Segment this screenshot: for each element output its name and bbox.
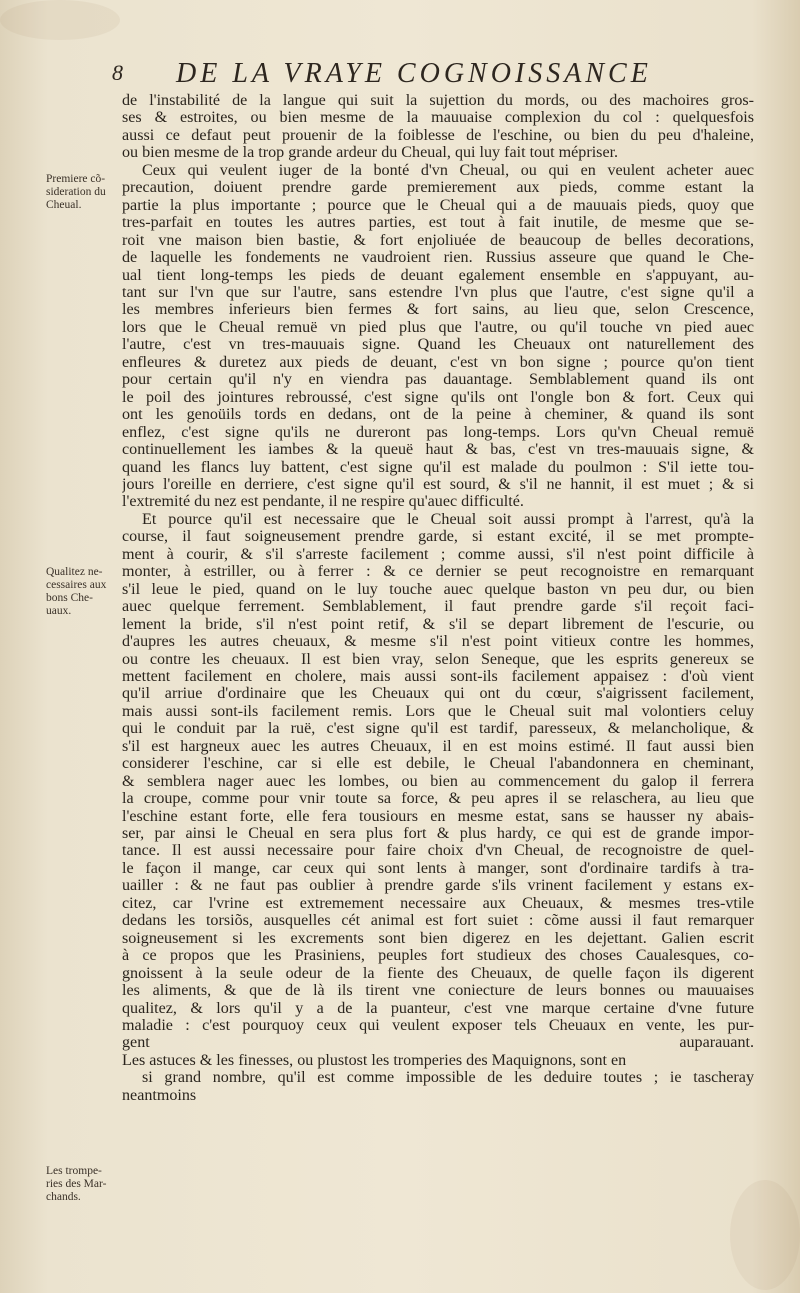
body-line: la croupe, comme pour vnir toute sa force, & peu apres il se relaschera, au lieu que	[122, 790, 754, 808]
body-line: ual tient long-temps les pieds de deuant egalement ensemble en s'appuyant, au-	[122, 266, 754, 284]
body-line: Les astuces & les finesses, ou plustost les tromperies des Maquignons, sont en	[122, 1051, 627, 1069]
body-line: de laquelle les fondements ne vaudroient rien. Russius asseure que quand le Che-	[122, 249, 754, 267]
body-line: soigneusement si les excrements sont bien digerez en les dejettant. Galien escrit	[122, 929, 754, 947]
body-line: quand les flancs luy battent, c'est signe qu'il est malade du poulmon : S'il iette tou-	[122, 458, 754, 476]
body-line: l'autre, c'est vn tres-mauuais signe. Quand les Cheuaux ont naturellement des	[122, 336, 754, 354]
paper-stain	[0, 0, 120, 40]
body-text	[122, 92, 754, 1104]
body-line: ser, par ainsi le Cheual en sera plus fort & plus hardy, ce qui est de grande impor-	[122, 825, 754, 843]
body-line: continuellement les iambes & la queuë haut & bas, c'est vn tres-mauuais signe, &	[122, 441, 754, 459]
body-line: de l'instabilité de la langue qui suit la sujettion du mords, ou des machoires gros-	[122, 92, 754, 109]
body-line: enflez, c'est signe qu'ils ne dureront pas long-temps. Lors qu'vn Cheual remuë	[122, 423, 754, 441]
body-line: partie la plus importante ; pource que le Cheual qui a de mauuais pieds, quoy que	[122, 196, 754, 214]
body-line: tres-parfait en toutes les autres parties, est tout à fait inutile, de mesme que se-	[122, 214, 754, 232]
body-line: qu'il arriue d'ordinaire que les Cheuaux qui ont du cœur, s'aigrissent facilement,	[122, 685, 754, 703]
body-line: tance. Il est aussi necessaire pour faire choix d'vn Cheual, de recognoistre de quel-	[122, 842, 754, 860]
body-line: Et pource qu'il est necessaire que le Cheual soit aussi prompt à l'arrest, qu'à la	[142, 510, 754, 528]
body-line: uailler : & ne faut pas oublier à prendre garde s'ils vrinent facilement y estans ex-	[122, 877, 754, 895]
body-line: course, il faut soigneusement prendre garde, si estant excité, il se met prompte-	[122, 528, 754, 546]
body-line: aussi ce defaut peut prouenir de la foiblesse de l'eschine, ou bien du peu d'haleine,	[122, 126, 754, 144]
body-line: l'eschine estant forte, elle fera tousiours en mesme estat, sans se hausser ny abais-	[122, 807, 754, 825]
body-line: tant sur l'vn que sur l'autre, sans estendre l'vn plus que l'autre, c'est signe qu'il a	[122, 283, 754, 301]
body-line: monter, à estriller, ou à ferrer : & ce dernier se peut recognoistre en remarquant	[122, 563, 754, 581]
body-line: l'extremité du nez est pendante, il ne respire qu'auec difficulté.	[122, 493, 524, 511]
body-line: auec quelque ferrement. Semblablement, il faut prendre garde s'il reçoit faci-	[122, 598, 754, 616]
body-line: gent auparauant.	[122, 1034, 754, 1052]
body-line: mettent facilement en cholere, mais aussi sont-ils facilement appaisez : d'où vient	[122, 667, 754, 685]
running-title: DE LA VRAYE COGNOISSANCE	[176, 58, 652, 89]
body-line: dedans les torsiõs, ausquelles cét animal est fort suiet : cõme aussi il faut remarquer	[122, 912, 754, 930]
body-line: le façon il mange, car ceux qui sont lents à manger, sont d'ordinaire tardifs à tra-	[122, 859, 754, 877]
body-line: & semblera nager auec les lombes, ou bien au commencement du galop il ferrera	[122, 772, 754, 790]
margin-note-qualitez	[46, 566, 122, 618]
body-line: s'il leue le pied, quand on le luy touche auec quelque baston vn peu dur, ou bien	[122, 580, 754, 598]
body-line: Ceux qui veulent iuger de la bonté d'vn Cheual, ou qui en veulent acheter auec	[142, 161, 754, 179]
body-line: qualitez, & lors qu'il y a de la puanteur, c'est vne marque certaine d'vne future	[122, 999, 754, 1017]
margin-note-line: Qualitez ne-	[46, 566, 103, 578]
body-line: les aliments, & que de là ils tirent vne coniecture de leurs bonnes ou mauuaises	[122, 982, 754, 1000]
margin-note-line: cessaires aux	[46, 579, 107, 591]
body-line: citez, car l'vrine est extremement necessaire aux Cheuaux, & mesmes tres-vtile	[122, 894, 754, 912]
body-line: neantmoins	[122, 1086, 197, 1104]
body-line: ou contre les cheuaux. Il est bien vray, selon Seneque, que les esprits genereux se	[122, 650, 754, 668]
body-line: qui le conduit par la ruë, c'est signe qu'il est tardif, paresseux, & melancholique, &	[122, 720, 754, 738]
margin-note-tromperies	[46, 1165, 122, 1204]
body-line: si grand nombre, qu'il est comme impossible de les deduire toutes ; ie tascheray	[142, 1069, 754, 1087]
margin-note-premiere-consideration	[46, 173, 122, 212]
margin-note-line: Cheual.	[46, 199, 82, 211]
body-line: les membres inferieurs bien fermes & fort sains, au lieu que, selon Crescence,	[122, 301, 754, 319]
body-line: ses & estroites, ou bien mesme de la mauuaise complexion du col : quelquesfois	[122, 109, 754, 127]
body-line: roit vne maison bien bastie, & fort enjoliuée de beaucoup de belles decorations,	[122, 231, 754, 249]
body-line: lors que le Cheual remuë vn pied plus que l'autre, ou qu'il touche vn pied auec	[122, 318, 754, 336]
body-line: ment à courir, & s'il s'arreste facilement ; comme aussi, s'il n'est point difficile à	[122, 545, 754, 563]
body-line: ont les genoüils tords en dedans, ont de la peine à cheminer, & quand ils sont	[122, 406, 754, 424]
margin-note-line: sideration du	[46, 186, 106, 198]
margin-note-line: Les trompe-	[46, 1165, 102, 1177]
page-number: 8	[112, 60, 127, 85]
body-line: pour certain qu'il n'y en viendra pas dauantage. Semblablement quand ils ont	[122, 371, 754, 389]
body-line: gnoissent à la seule odeur de la fiente des Cheuaux, de quelle façon ils digerent	[122, 964, 754, 982]
body-line: enfleures & duretez aux pieds de deuant, c'est vn bon signe ; pource qu'on tient	[122, 353, 754, 371]
body-line: d'aupres les autres cheuaux, & mesme s'il n'est point vitieux contre les hommes,	[122, 633, 754, 651]
body-line: maladie : c'est pourquoy ceux qui veulent exposer tels Cheuaux en vente, les pur-	[122, 1017, 754, 1035]
body-line: considerer l'eschine, car si elle est debile, le Cheual l'abandonnera en cheminant,	[122, 755, 754, 773]
body-line: precaution, doiuent prendre garde premierement aux pieds, comme estant la	[122, 179, 754, 197]
margin-note-line: uaux.	[46, 605, 72, 617]
body-line: ou bien mesme de la trop grande ardeur du Cheual, qui luy fait tout mépriser.	[122, 144, 619, 162]
margin-note-line: Premiere cõ-	[46, 173, 106, 185]
paper-stain	[730, 1180, 800, 1290]
body-line: mais aussi sont-ils facilement remis. Lors que le Cheual suit mal volontiers celuy	[122, 702, 754, 720]
margin-note-line: chands.	[46, 1191, 81, 1203]
margin-note-line: bons Che-	[46, 592, 93, 604]
margin-note-line: ries des Mar-	[46, 1178, 107, 1190]
body-line: jours l'oreille en derriere, c'est signe qu'il est sourd, & s'il ne hannit, il est muet ; & si	[122, 475, 754, 493]
body-line: à ce propos que les Prasiniens, peuples fort studieux des choses Caualesques, co-	[122, 947, 754, 965]
body-line: le poil des jointures rebroussé, c'est signe qu'ils ont l'ongle bon & fort. Ceux qui	[122, 388, 754, 406]
body-line: lement la bride, s'il n'est point retif, & s'il se depart librement de l'escurie, ou	[122, 615, 754, 633]
body-line: s'il est hargneux auec les autres Cheuaux, il en est moins estimé. Il faut aussi bien	[122, 737, 754, 755]
